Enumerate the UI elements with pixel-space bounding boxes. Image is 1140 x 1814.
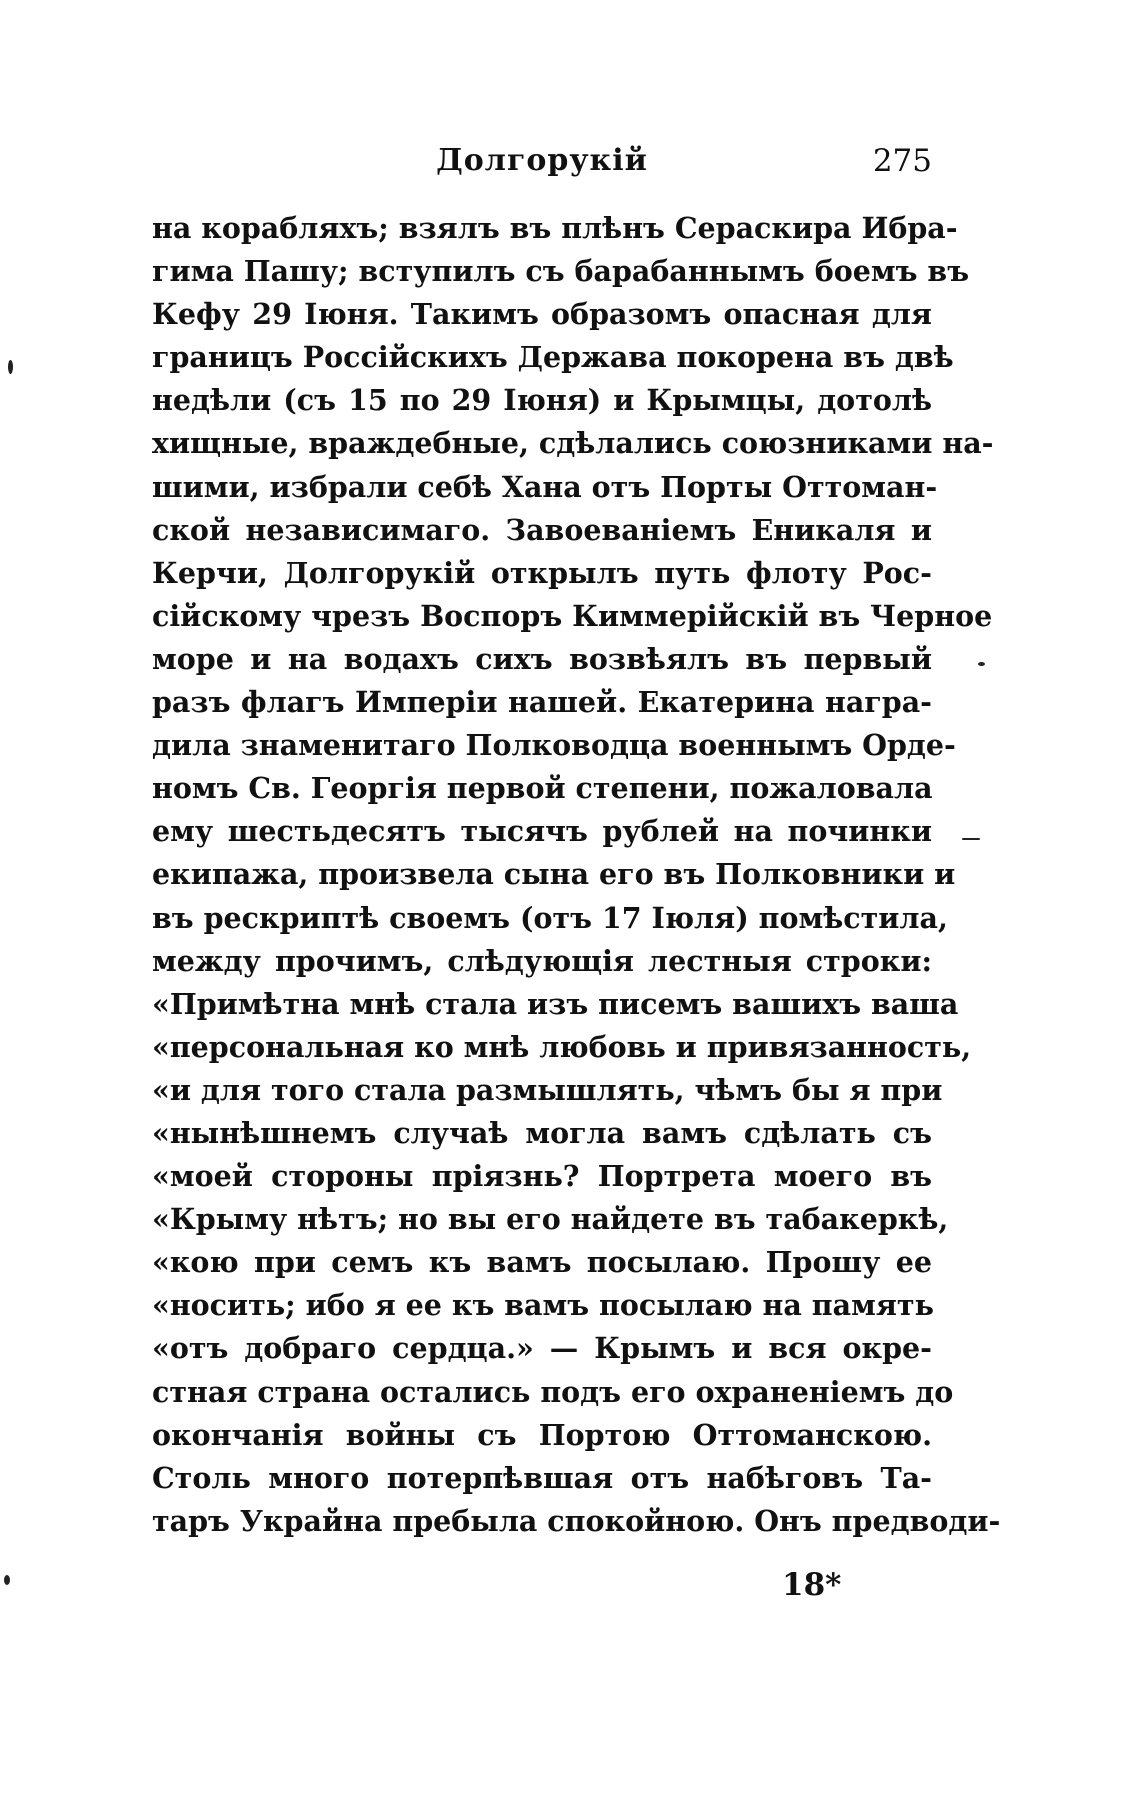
text-line: «Крыму нѣтъ; но вы его найдете въ табакеркѣ, bbox=[152, 1202, 949, 1237]
page-number: 275 bbox=[872, 143, 932, 179]
text-line: ему шестьдесятъ тысячъ рублей на починки bbox=[152, 814, 932, 849]
text-line: недѣли (съ 15 по 29 Іюня) и Крымцы, дотолѣ bbox=[152, 383, 932, 418]
running-head bbox=[152, 136, 932, 186]
text-line: Столь много потерпѣвшая отъ набѣговъ Та- bbox=[152, 1460, 932, 1495]
text-line: дила знаменитаго Полководца военнымъ Орде- bbox=[152, 728, 956, 763]
text-line: Керчи, Долгорукій открылъ путь флоту Рос- bbox=[152, 555, 932, 590]
text-line: гима Пашу; вступилъ съ барабаннымъ боемъ въ bbox=[152, 254, 970, 289]
scan-speck bbox=[4, 1575, 10, 1585]
scan-speck bbox=[978, 662, 985, 666]
text-line: «нынѣшнемъ случаѣ могла вамъ сдѣлать съ bbox=[152, 1115, 932, 1150]
text-line: ской независимаго. Завоеваніемъ Еникаля и bbox=[152, 512, 932, 547]
text-line: въ рескриптѣ своемъ (отъ 17 Іюля) помѣстила, bbox=[152, 900, 948, 935]
text-line: шими, избрали себѣ Хана отъ Порты Оттоман- bbox=[152, 469, 938, 504]
text-line: «Примѣтна мнѣ стала изъ писемъ вашихъ ваша bbox=[152, 986, 959, 1021]
text-line: «и для того стала размышлять, чѣмъ бы я при bbox=[152, 1072, 943, 1107]
text-line: екипажа, произвела сына его въ Полковники и bbox=[152, 857, 956, 892]
text-line: «отъ добраго сердца.» — Крымъ и вся окре- bbox=[152, 1331, 932, 1366]
signature-mark: 18* bbox=[782, 1567, 842, 1603]
text-line: сійскому чрезъ Воспоръ Киммерійскій въ Черное bbox=[152, 598, 993, 633]
text-line: разъ флагъ Имперіи нашей. Екатерина награ- bbox=[152, 685, 932, 720]
running-title: Долгорукій bbox=[436, 143, 648, 178]
text-line: таръ Украйна пребыла спокойною. Онъ предводи- bbox=[152, 1503, 1001, 1538]
text-line: на корабляхъ; взялъ въ плѣнъ Сераскира Ибра- bbox=[152, 211, 958, 245]
body-text bbox=[152, 207, 1001, 1543]
text-line: море и на водахъ сихъ возвѣялъ въ первый bbox=[152, 641, 932, 676]
text-line: хищные, враждебные, сдѣлались союзниками на- bbox=[152, 426, 994, 461]
text-line: «кою при семъ къ вамъ посылаю. Прошу ее bbox=[152, 1245, 932, 1280]
scan-speck bbox=[8, 360, 13, 374]
scan-speck bbox=[962, 838, 980, 840]
text-line: «персональная ко мнѣ любовь и привязанность, bbox=[152, 1029, 972, 1064]
text-line: между прочимъ, слѣдующія лестныя строки: bbox=[152, 943, 932, 978]
text-line: окончанія войны съ Портою Оттоманскою. bbox=[152, 1417, 932, 1452]
text-line: стная страна остались подъ его охраненіемъ до bbox=[152, 1374, 954, 1409]
text-line: «моей стороны пріязнь? Портрета моего въ bbox=[152, 1159, 932, 1194]
text-line: Кефу 29 Іюня. Такимъ образомъ опасная для bbox=[152, 297, 932, 332]
text-line: номъ Св. Георгія первой степени, пожаловала bbox=[152, 771, 933, 806]
text-line: «носить; ибо я ее къ вамъ посылаю на память bbox=[152, 1288, 934, 1323]
text-line: границъ Россійскихъ Держава покорена въ двѣ bbox=[152, 340, 954, 375]
